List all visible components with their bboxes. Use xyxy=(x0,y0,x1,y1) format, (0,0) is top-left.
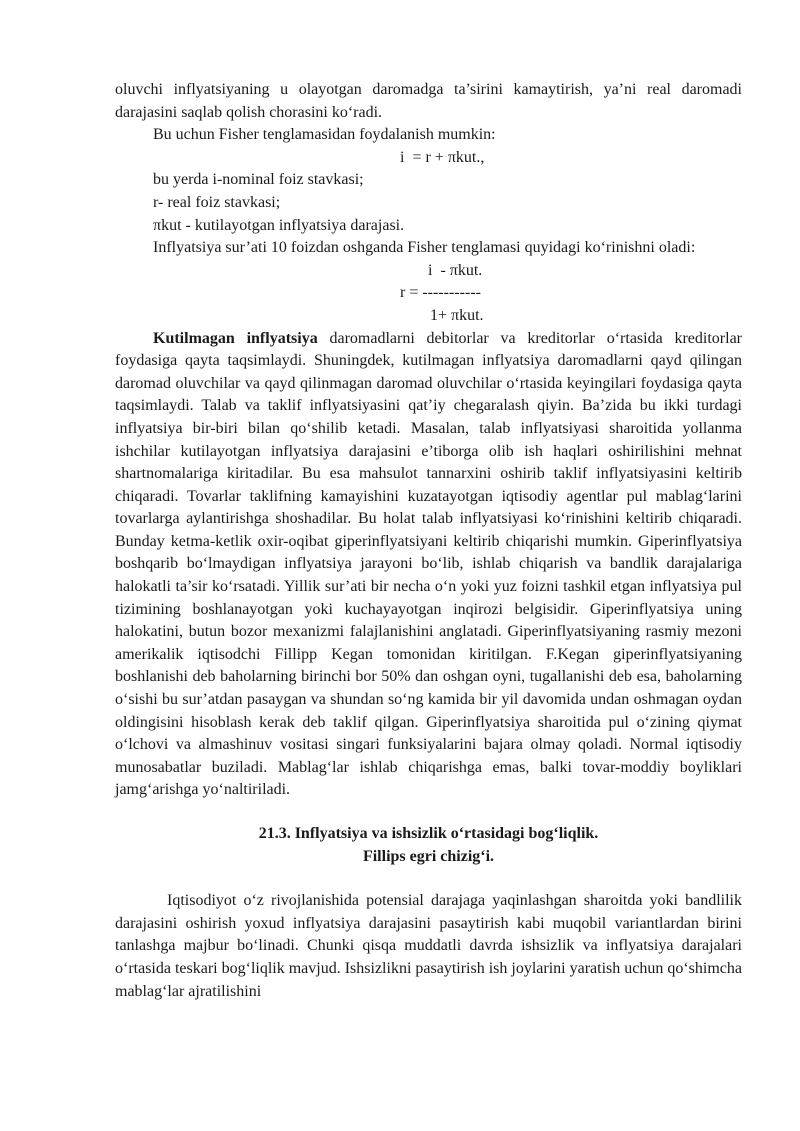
formula-numerator: i - πkut. xyxy=(428,261,483,279)
unexpected-inflation-term: Kutilmagan inflyatsiya xyxy=(153,329,318,347)
section-title-line1: 21.3. Inflyatsiya va ishsizlik o‘rtasidagi bog‘liqlik. xyxy=(258,825,599,842)
fisher-intro: Bu uchun Fisher tenglamasidan foydalanish mumkin: xyxy=(153,126,496,144)
fisher-formula: i = r + πkut., xyxy=(400,148,485,166)
above-ten-percent-text: Inflyatsiya sur’ati 10 foizdan oshganda Fisher tenglamasi quyidagi ko‘rinishni oladi: xyxy=(153,239,696,257)
definition-pi: πkut - kutilayotgan inflyatsiya darajasi. xyxy=(153,216,405,234)
definition-r: r- real foiz stavkasi; xyxy=(153,193,281,211)
top-paragraph: oluvchi inflyatsiyaning u olayotgan daromadga ta’sirini kamaytirish, ya’ni real daromadi darajasini saqlab qolish chorasini ko‘radi. xyxy=(115,81,742,121)
unexpected-inflation-paragraph xyxy=(115,328,742,802)
definition-i: bu yerda i-nominal foiz stavkasi; xyxy=(153,171,364,189)
unexpected-inflation-body: daromadlarni debitorlar va kreditorlar o‘rtasida kreditorlar foydasiga qayta taqsimlaydi. Shuningdek, kutilmagan inflyatsiya daromadlarni qayd qilingan daromad oluvchilar va qayd qilinmagan daromad oluvchilar o‘rtasida keyingilari foydasiga qayta taqsimlaydi. Talab va taklif inflyatsiyasini qat’iy chegaralash qiyin. Ba’zida bu ikki turdagi inflyatsiya bir-biri bilan qo‘shilib ketadi. Masalan, talab inflyatsiyasi sharoitida yollanma ishchilar kutilayotgan inflyatsiya darajasini e’tiborga olib ish haqlari oshirilishini mehnat shartnomalariga kiritadilar. Bu esa mahsulot tannarxini oshirib taklif inflyatsiyasini keltirib chiqaradi. Tovarlar taklifning kamayishini kuzatayotgan iqtisodiy agentlar pul mablag‘larini tovarlarga aylantirishga shoshadilar. Bu holat talab inflyatsiyasi ko‘rinishini keltirib chiqaradi. Bunday ketma-ketlik oxir-oqibat giperinflyatsiyani keltirib chiqarishi mumkin. Giperinflyatsiya boshqarib bo‘lmaydigan inflyatsiya jarayoni bo‘lib, ishlab chiqarish va bandlik darajalariga halokatli ta’sir ko‘rsatadi. Yillik sur’ati bir necha o‘n yoki yuz foizni tashkil etgan inflyatsiya pul tizimining boshlanayotgan yoki kuchayayotgan inqirozi belgisidir. Giperinflyatsiya uning halokatini, butun bozor mexanizmi falajlanishini anglatadi. Giperinflyatsiyaning rasmiy mezoni amerikalik iqtisodchi Fillipp Kegan tomonidan kiritilgan. F.Kegan giperinflyatsiyaning boshlanishi deb baholarning birinchi bor 50% dan oshgan oyni, tugallanishi deb esa, baholarning o‘sishi bu sur’atdan pasaygan va shundan so‘ng kamida bir yil davomida undan oshmagan oydan oldingisini hisoblash kerak deb taklif qilgan. Giperinflyatsiya sharoitida pul o‘zining qiymat o‘lchovi va almashinuv vositasi singari funksiyalarini bajara olmay qoladi. Normal iqtisodiy munosabatlar buziladi. Mablag‘lar ishlab chiqarishga emas, balki tovar-moddiy boyliklari jamg‘arishga yo‘naltiriladi. xyxy=(115,329,742,799)
spacer xyxy=(115,868,742,890)
fisher-formula-extended xyxy=(115,260,742,328)
formula-lhs: r = ----------- xyxy=(400,284,481,302)
formula-denominator: 1+ πkut. xyxy=(430,306,484,324)
page-text-body xyxy=(115,79,742,1003)
last-paragraph: Iqtisodiyot o‘z rivojlanishida potensial darajaga yaqinlashgan sharoitda yoki bandlilik darajasini oshirish yoxud inflyatsiya darajasini pasaytirish kabi muqobil variantlardan birini tanlashga majbur bo‘linadi. Chunki qisqa muddatli davrda ishsizlik va inflyatsiya darajalari o‘rtasida teskari bog‘liqlik mavjud. Ishsizlikni pasaytirish ish joylarini yaratish uchun qo‘shimcha mablag‘lar ajratilishini xyxy=(115,892,742,1000)
spacer xyxy=(115,802,742,823)
section-title-line2: Fillips egri chizig‘i. xyxy=(362,847,495,865)
